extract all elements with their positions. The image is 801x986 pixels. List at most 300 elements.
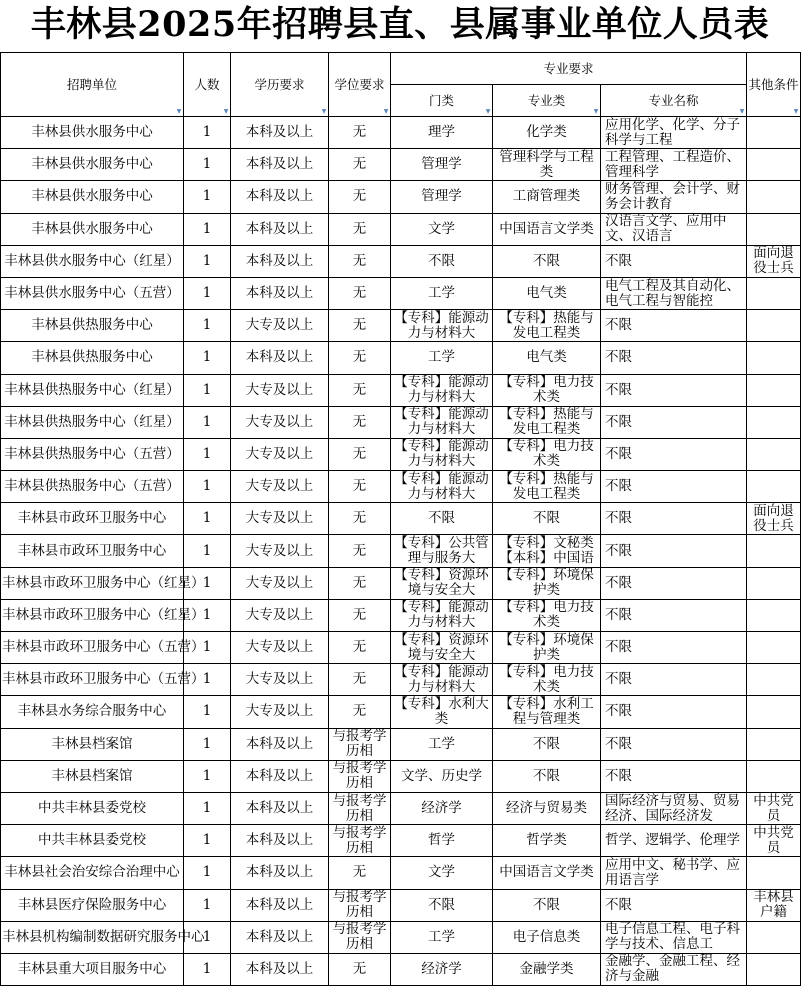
count-cell-text: 1 bbox=[202, 252, 212, 269]
major-name-cell[interactable] bbox=[601, 503, 747, 535]
count-cell-text: 1 bbox=[202, 735, 212, 752]
unit-cell-text: 丰林县供热服务中心（红星） bbox=[4, 381, 180, 398]
major-class-cell[interactable] bbox=[493, 471, 601, 503]
category-cell[interactable] bbox=[391, 599, 493, 631]
education-cell[interactable] bbox=[231, 503, 329, 535]
count-cell-text: 1 bbox=[202, 156, 212, 173]
count-cell[interactable] bbox=[184, 503, 231, 535]
major-class-cell[interactable] bbox=[493, 277, 601, 309]
major-class-cell-text: 不限 bbox=[533, 735, 560, 752]
unit-cell[interactable] bbox=[1, 406, 184, 438]
other-cell[interactable] bbox=[747, 664, 801, 696]
other-cell[interactable] bbox=[747, 438, 801, 470]
count-cell[interactable] bbox=[184, 149, 231, 181]
unit-cell[interactable] bbox=[1, 277, 184, 309]
count-cell-text: 1 bbox=[202, 317, 212, 334]
education-cell-text: 本科及以上 bbox=[245, 767, 314, 784]
education-cell[interactable] bbox=[231, 921, 329, 953]
count-cell[interactable] bbox=[184, 889, 231, 921]
major-class-cell-text: 不限 bbox=[533, 252, 560, 269]
other-cell[interactable] bbox=[747, 760, 801, 792]
other-cell[interactable] bbox=[747, 953, 801, 985]
count-cell[interactable] bbox=[184, 277, 231, 309]
unit-cell[interactable] bbox=[1, 921, 205, 953]
unit-cell-text: 丰林县水务综合服务中心 bbox=[17, 703, 167, 720]
major-class-cell[interactable] bbox=[493, 825, 601, 857]
category-cell[interactable] bbox=[391, 889, 493, 921]
unit-cell[interactable] bbox=[1, 889, 184, 921]
unit-cell[interactable] bbox=[1, 599, 205, 631]
major-name-cell[interactable] bbox=[601, 181, 747, 213]
other-cell[interactable] bbox=[747, 310, 801, 342]
degree-cell[interactable] bbox=[329, 599, 391, 631]
unit-cell[interactable] bbox=[1, 503, 184, 535]
other-cell[interactable] bbox=[747, 728, 801, 760]
major-name-cell[interactable] bbox=[601, 857, 747, 889]
unit-cell[interactable] bbox=[1, 117, 184, 149]
degree-cell[interactable] bbox=[329, 760, 391, 792]
major-class-cell[interactable] bbox=[493, 374, 601, 406]
degree-cell[interactable] bbox=[329, 310, 391, 342]
degree-cell[interactable] bbox=[329, 792, 391, 824]
unit-cell[interactable] bbox=[1, 632, 205, 664]
unit-cell[interactable] bbox=[1, 760, 184, 792]
degree-cell[interactable] bbox=[329, 245, 391, 277]
major-class-cell[interactable] bbox=[493, 438, 601, 470]
category-cell[interactable] bbox=[391, 664, 493, 696]
header-major-name[interactable]: 专业名称 ▼ bbox=[601, 85, 747, 117]
degree-cell[interactable] bbox=[329, 535, 391, 567]
major-name-cell-text: 不限 bbox=[605, 478, 632, 495]
major-class-cell[interactable] bbox=[493, 728, 601, 760]
major-class-cell-text: 不限 bbox=[533, 510, 560, 527]
other-cell[interactable] bbox=[747, 181, 801, 213]
degree-cell[interactable] bbox=[329, 438, 391, 470]
count-cell[interactable] bbox=[184, 181, 231, 213]
unit-cell-text: 丰林县市政环卫服务中心 bbox=[17, 542, 167, 559]
other-cell[interactable] bbox=[747, 632, 801, 664]
major-name-cell[interactable] bbox=[601, 696, 747, 728]
unit-cell[interactable] bbox=[1, 213, 184, 245]
degree-cell-text: 无 bbox=[352, 574, 367, 591]
unit-cell-text: 丰林县供水服务中心（五营） bbox=[4, 285, 180, 302]
degree-cell-text: 与报考学历相 bbox=[332, 792, 387, 824]
category-cell-text: 文学 bbox=[428, 220, 455, 237]
major-class-cell[interactable] bbox=[493, 889, 601, 921]
education-cell[interactable] bbox=[231, 471, 329, 503]
unit-cell[interactable] bbox=[1, 953, 184, 985]
other-cell[interactable] bbox=[747, 471, 801, 503]
category-cell[interactable] bbox=[391, 857, 493, 889]
major-class-cell-text: 【专科】环境保护类 bbox=[499, 631, 594, 663]
major-name-cell-text: 不限 bbox=[605, 542, 632, 559]
degree-cell[interactable] bbox=[329, 728, 391, 760]
degree-cell[interactable] bbox=[329, 696, 391, 728]
category-cell[interactable] bbox=[391, 921, 493, 953]
unit-cell[interactable] bbox=[1, 374, 184, 406]
major-name-cell[interactable] bbox=[601, 728, 747, 760]
category-cell-text: 【专科】能源动力与材料大 bbox=[394, 599, 489, 631]
education-cell[interactable] bbox=[231, 792, 329, 824]
unit-cell-text: 丰林县供水服务中心 bbox=[31, 220, 153, 237]
major-class-cell[interactable] bbox=[493, 117, 601, 149]
other-cell[interactable] bbox=[747, 567, 801, 599]
degree-cell-text: 与报考学历相 bbox=[332, 728, 387, 760]
degree-cell-text: 与报考学历相 bbox=[332, 824, 387, 856]
unit-cell[interactable] bbox=[1, 825, 184, 857]
degree-cell[interactable] bbox=[329, 342, 391, 374]
category-cell[interactable] bbox=[391, 310, 493, 342]
education-cell[interactable] bbox=[231, 664, 329, 696]
unit-cell[interactable] bbox=[1, 664, 205, 696]
category-cell[interactable] bbox=[391, 503, 493, 535]
category-cell[interactable] bbox=[391, 953, 493, 985]
filter-dropdown-icon[interactable]: ▼ bbox=[485, 108, 491, 115]
education-cell[interactable] bbox=[231, 728, 329, 760]
major-class-cell[interactable] bbox=[493, 696, 601, 728]
degree-cell[interactable] bbox=[329, 632, 391, 664]
unit-cell[interactable] bbox=[1, 567, 205, 599]
count-cell[interactable] bbox=[184, 471, 231, 503]
category-cell[interactable] bbox=[391, 792, 493, 824]
other-cell[interactable] bbox=[747, 406, 801, 438]
degree-cell[interactable] bbox=[329, 567, 391, 599]
major-class-cell-text: 电子信息类 bbox=[512, 928, 581, 945]
education-cell[interactable] bbox=[231, 117, 329, 149]
education-cell[interactable] bbox=[231, 535, 329, 567]
filter-dropdown-icon[interactable]: ▼ bbox=[593, 108, 599, 115]
education-cell[interactable] bbox=[231, 438, 329, 470]
major-name-cell[interactable] bbox=[601, 245, 747, 277]
education-cell[interactable] bbox=[231, 889, 329, 921]
other-cell[interactable] bbox=[747, 889, 801, 921]
major-name-cell[interactable] bbox=[601, 825, 747, 857]
count-cell[interactable] bbox=[184, 310, 231, 342]
count-cell[interactable] bbox=[184, 535, 231, 567]
count-cell[interactable] bbox=[184, 792, 231, 824]
other-cell[interactable] bbox=[747, 342, 801, 374]
table-row bbox=[1, 825, 801, 857]
major-name-cell[interactable] bbox=[601, 374, 747, 406]
category-cell[interactable] bbox=[391, 760, 493, 792]
table-row bbox=[1, 149, 801, 181]
education-cell[interactable] bbox=[231, 406, 329, 438]
major-name-cell-text: 不限 bbox=[605, 767, 632, 784]
table-row bbox=[1, 310, 801, 342]
other-cell[interactable] bbox=[747, 696, 801, 728]
degree-cell[interactable] bbox=[329, 889, 391, 921]
count-cell[interactable] bbox=[184, 728, 231, 760]
recruitment-table bbox=[0, 52, 801, 986]
filter-dropdown-icon[interactable]: ▼ bbox=[223, 108, 229, 115]
major-name-cell[interactable] bbox=[601, 535, 747, 567]
count-cell[interactable] bbox=[184, 825, 231, 857]
major-class-cell-text: 管理科学与工程类 bbox=[499, 148, 594, 180]
degree-cell[interactable] bbox=[329, 213, 391, 245]
table-row bbox=[1, 181, 801, 213]
major-name-cell[interactable] bbox=[601, 760, 747, 792]
table-row bbox=[1, 406, 801, 438]
major-name-cell[interactable] bbox=[601, 953, 747, 985]
education-cell-text: 大专及以上 bbox=[245, 413, 314, 430]
degree-cell[interactable] bbox=[329, 374, 391, 406]
degree-cell[interactable] bbox=[329, 277, 391, 309]
unit-cell-text: 丰林县重大项目服务中心 bbox=[17, 960, 167, 977]
major-class-cell[interactable] bbox=[493, 310, 601, 342]
education-cell[interactable] bbox=[231, 632, 329, 664]
degree-cell[interactable] bbox=[329, 149, 391, 181]
education-cell[interactable] bbox=[231, 953, 329, 985]
count-cell-text: 1 bbox=[202, 445, 212, 462]
count-cell-text: 1 bbox=[202, 542, 212, 559]
major-name-cell[interactable] bbox=[601, 342, 747, 374]
filter-dropdown-icon[interactable]: ▼ bbox=[176, 108, 182, 115]
count-cell-text: 1 bbox=[202, 381, 212, 398]
degree-cell-text: 无 bbox=[352, 703, 367, 720]
education-cell[interactable] bbox=[231, 245, 329, 277]
major-class-cell[interactable] bbox=[493, 503, 601, 535]
other-cell[interactable] bbox=[747, 792, 801, 824]
category-cell[interactable] bbox=[391, 825, 493, 857]
education-cell[interactable] bbox=[231, 310, 329, 342]
count-cell[interactable] bbox=[184, 374, 231, 406]
category-cell[interactable] bbox=[391, 245, 493, 277]
table-row bbox=[1, 728, 801, 760]
major-class-cell[interactable] bbox=[493, 599, 601, 631]
category-cell[interactable] bbox=[391, 406, 493, 438]
education-cell-text: 本科及以上 bbox=[245, 960, 314, 977]
other-cell[interactable] bbox=[747, 535, 801, 567]
major-class-cell[interactable] bbox=[493, 535, 601, 567]
category-cell[interactable] bbox=[391, 374, 493, 406]
major-class-cell[interactable] bbox=[493, 664, 601, 696]
category-cell[interactable] bbox=[391, 181, 493, 213]
category-cell[interactable] bbox=[391, 535, 493, 567]
degree-cell[interactable] bbox=[329, 181, 391, 213]
count-cell[interactable] bbox=[184, 117, 231, 149]
unit-cell[interactable] bbox=[1, 342, 184, 374]
degree-cell[interactable] bbox=[329, 825, 391, 857]
count-cell-text: 1 bbox=[202, 671, 212, 688]
degree-cell-text: 无 bbox=[352, 317, 367, 334]
header-count[interactable]: 人数 ▼ bbox=[184, 53, 231, 117]
education-cell[interactable] bbox=[231, 181, 329, 213]
category-cell[interactable] bbox=[391, 117, 493, 149]
category-cell[interactable] bbox=[391, 471, 493, 503]
major-class-cell[interactable] bbox=[493, 760, 601, 792]
education-cell[interactable] bbox=[231, 760, 329, 792]
major-class-cell[interactable] bbox=[493, 792, 601, 824]
count-cell[interactable] bbox=[184, 245, 231, 277]
major-class-cell[interactable] bbox=[493, 149, 601, 181]
degree-cell[interactable] bbox=[329, 921, 391, 953]
count-cell-text: 1 bbox=[202, 285, 212, 302]
other-cell[interactable] bbox=[747, 277, 801, 309]
major-class-cell[interactable] bbox=[493, 921, 601, 953]
other-cell[interactable] bbox=[747, 599, 801, 631]
major-name-cell[interactable] bbox=[601, 599, 747, 631]
unit-cell[interactable] bbox=[1, 857, 184, 889]
education-cell-text: 本科及以上 bbox=[245, 220, 314, 237]
filter-dropdown-icon[interactable]: ▼ bbox=[383, 108, 389, 115]
education-cell-text: 大专及以上 bbox=[245, 639, 314, 656]
education-cell[interactable] bbox=[231, 567, 329, 599]
education-cell-text: 大专及以上 bbox=[245, 317, 314, 334]
major-class-cell[interactable] bbox=[493, 567, 601, 599]
degree-cell-text: 无 bbox=[352, 413, 367, 430]
other-cell[interactable] bbox=[747, 213, 801, 245]
degree-cell-text: 无 bbox=[352, 542, 367, 559]
major-name-cell[interactable] bbox=[601, 117, 747, 149]
other-cell[interactable] bbox=[747, 503, 801, 535]
major-class-cell[interactable] bbox=[493, 245, 601, 277]
header-degree[interactable]: 学位要求 ▼ bbox=[329, 53, 391, 117]
major-name-cell-text: 电子信息工程、电子科学与技术、信息工 bbox=[605, 921, 740, 953]
major-name-cell[interactable] bbox=[601, 213, 747, 245]
category-cell[interactable] bbox=[391, 149, 493, 181]
education-cell-text: 本科及以上 bbox=[245, 928, 314, 945]
major-name-cell[interactable] bbox=[601, 567, 747, 599]
major-name-cell[interactable] bbox=[601, 277, 747, 309]
major-class-cell[interactable] bbox=[493, 953, 601, 985]
major-name-cell[interactable] bbox=[601, 921, 747, 953]
unit-cell[interactable] bbox=[1, 535, 184, 567]
education-cell[interactable] bbox=[231, 342, 329, 374]
education-cell[interactable] bbox=[231, 599, 329, 631]
major-name-cell[interactable] bbox=[601, 438, 747, 470]
education-cell[interactable] bbox=[231, 213, 329, 245]
degree-cell[interactable] bbox=[329, 503, 391, 535]
header-major-req: 专业要求 bbox=[391, 53, 747, 85]
header-other[interactable]: 其他条件 ▼ bbox=[747, 53, 801, 117]
unit-cell[interactable] bbox=[1, 438, 184, 470]
education-cell-text: 本科及以上 bbox=[245, 800, 314, 817]
education-cell-text: 本科及以上 bbox=[245, 285, 314, 302]
category-cell-text: 经济学 bbox=[421, 960, 462, 977]
major-name-cell[interactable] bbox=[601, 632, 747, 664]
degree-cell[interactable] bbox=[329, 406, 391, 438]
category-cell[interactable] bbox=[391, 728, 493, 760]
education-cell-text: 本科及以上 bbox=[245, 252, 314, 269]
unit-cell[interactable] bbox=[1, 696, 184, 728]
major-name-cell-text: 财务管理、会计学、财务会计教育 bbox=[605, 180, 740, 212]
education-cell[interactable] bbox=[231, 696, 329, 728]
filter-dropdown-icon[interactable]: ▼ bbox=[321, 108, 327, 115]
major-class-cell-text: 工商管理类 bbox=[512, 188, 581, 205]
table-row bbox=[1, 567, 801, 599]
table-row bbox=[1, 438, 801, 470]
education-cell[interactable] bbox=[231, 277, 329, 309]
category-cell-text: 【专科】能源动力与材料大 bbox=[394, 374, 489, 406]
category-cell[interactable] bbox=[391, 438, 493, 470]
major-name-cell[interactable] bbox=[601, 792, 747, 824]
major-name-cell[interactable] bbox=[601, 406, 747, 438]
header-edu[interactable]: 学历要求 ▼ bbox=[231, 53, 329, 117]
degree-cell[interactable] bbox=[329, 664, 391, 696]
category-cell-text: 不限 bbox=[428, 510, 455, 527]
degree-cell[interactable] bbox=[329, 117, 391, 149]
count-cell[interactable] bbox=[184, 342, 231, 374]
table-row bbox=[1, 664, 801, 696]
filter-dropdown-icon[interactable]: ▼ bbox=[739, 108, 745, 115]
other-cell[interactable] bbox=[747, 117, 801, 149]
other-cell[interactable] bbox=[747, 149, 801, 181]
count-cell-text: 1 bbox=[202, 767, 212, 784]
degree-cell[interactable] bbox=[329, 953, 391, 985]
education-cell-text: 本科及以上 bbox=[245, 735, 314, 752]
major-class-cell[interactable] bbox=[493, 406, 601, 438]
table-row bbox=[1, 471, 801, 503]
unit-cell[interactable] bbox=[1, 310, 184, 342]
other-cell[interactable] bbox=[747, 245, 801, 277]
filter-dropdown-icon[interactable]: ▼ bbox=[793, 108, 799, 115]
education-cell-text: 大专及以上 bbox=[245, 445, 314, 462]
category-cell[interactable] bbox=[391, 696, 493, 728]
education-cell[interactable] bbox=[231, 857, 329, 889]
education-cell[interactable] bbox=[231, 825, 329, 857]
major-class-cell[interactable] bbox=[493, 857, 601, 889]
unit-cell-text: 丰林县机构编制数据研究服务中心 bbox=[2, 928, 205, 945]
count-cell[interactable] bbox=[184, 857, 231, 889]
other-cell[interactable] bbox=[747, 374, 801, 406]
count-cell[interactable] bbox=[184, 406, 231, 438]
other-cell[interactable] bbox=[747, 857, 801, 889]
count-cell[interactable] bbox=[184, 953, 231, 985]
unit-cell[interactable] bbox=[1, 245, 184, 277]
count-cell[interactable] bbox=[184, 213, 231, 245]
major-name-cell[interactable] bbox=[601, 149, 747, 181]
degree-cell[interactable] bbox=[329, 857, 391, 889]
major-class-cell-text: 【专科】环境保护类 bbox=[499, 567, 594, 599]
category-cell[interactable] bbox=[391, 567, 493, 599]
header-major-class[interactable]: 专业类 ▼ bbox=[493, 85, 601, 117]
major-class-cell[interactable] bbox=[493, 181, 601, 213]
header-unit[interactable]: 招聘单位 ▼ bbox=[1, 53, 184, 117]
count-cell[interactable] bbox=[184, 438, 231, 470]
category-cell[interactable] bbox=[391, 342, 493, 374]
major-name-cell[interactable] bbox=[601, 664, 747, 696]
count-cell[interactable] bbox=[184, 696, 231, 728]
category-cell[interactable] bbox=[391, 277, 493, 309]
count-cell-text: 1 bbox=[202, 349, 212, 366]
major-name-cell[interactable] bbox=[601, 310, 747, 342]
unit-cell[interactable] bbox=[1, 471, 184, 503]
major-name-cell-text: 不限 bbox=[605, 671, 632, 688]
unit-cell[interactable] bbox=[1, 149, 184, 181]
count-cell[interactable] bbox=[184, 760, 231, 792]
other-cell[interactable] bbox=[747, 825, 801, 857]
category-cell[interactable] bbox=[391, 213, 493, 245]
degree-cell[interactable] bbox=[329, 471, 391, 503]
header-category[interactable]: 门类 ▼ bbox=[391, 85, 493, 117]
table-row bbox=[1, 277, 801, 309]
unit-cell[interactable] bbox=[1, 728, 184, 760]
education-cell[interactable] bbox=[231, 149, 329, 181]
category-cell[interactable] bbox=[391, 632, 493, 664]
major-class-cell[interactable] bbox=[493, 342, 601, 374]
unit-cell[interactable] bbox=[1, 181, 184, 213]
unit-cell-text: 丰林县市政环卫服务中心（红星） bbox=[2, 574, 205, 591]
major-name-cell[interactable] bbox=[601, 889, 747, 921]
major-name-cell-text: 应用中文、秘书学、应用语言学 bbox=[605, 856, 740, 888]
unit-cell-text: 丰林县市政环卫服务中心（五营） bbox=[2, 639, 205, 656]
major-class-cell[interactable] bbox=[493, 632, 601, 664]
education-cell[interactable] bbox=[231, 374, 329, 406]
major-class-cell[interactable] bbox=[493, 213, 601, 245]
unit-cell[interactable] bbox=[1, 792, 184, 824]
major-name-cell[interactable] bbox=[601, 471, 747, 503]
other-cell[interactable] bbox=[747, 921, 801, 953]
